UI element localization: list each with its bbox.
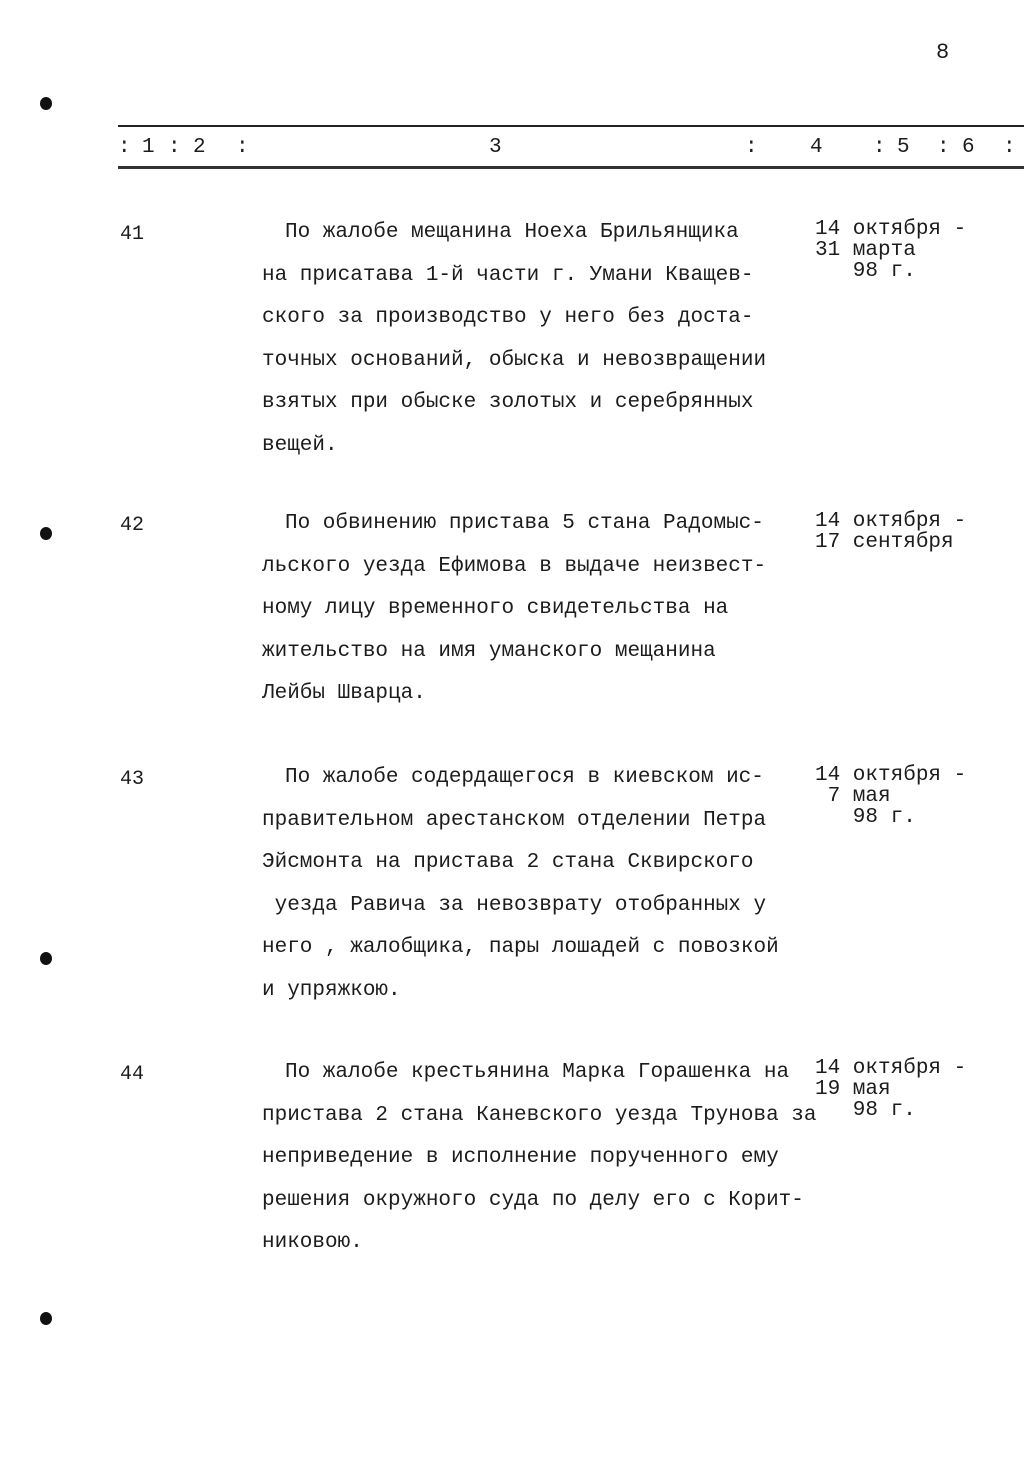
column-separator: : — [873, 136, 886, 159]
entry-text-line: По жалобе крестьянина Марка Горашенка на — [285, 1061, 790, 1084]
punch-hole — [40, 1312, 52, 1325]
column-header-3: 3 — [489, 136, 502, 159]
entry-text-line: на присатава 1-й части г. Умани Кващев- — [262, 263, 754, 287]
entry-number: 44 — [120, 1063, 145, 1086]
entry-text-line: и упряжкою. — [262, 978, 401, 1002]
entry-text-line: ского за производство у него без доста- — [262, 306, 754, 329]
column-header-1: 1 — [142, 136, 155, 159]
entry-text-line: По жалобе мещанина Ноеха Брильянщика — [285, 221, 739, 244]
entry-date-line: 19 мая — [815, 1078, 891, 1101]
entry-date-line: 98 г. — [815, 260, 916, 283]
entry-text-line: По жалобе содердащегося в киевском ис- — [285, 766, 764, 789]
entry-date-line: 14 октября - — [815, 764, 967, 787]
column-header-6: 6 — [962, 136, 975, 159]
column-separator: : — [168, 136, 181, 159]
table-header-bottom-rule — [118, 166, 1024, 169]
entry-text-line: По обвинению пристава 5 стана Радомыс- — [285, 512, 764, 535]
entry-text-line: Эйсмонта на пристава 2 стана Сквирского — [262, 851, 754, 874]
entry-number: 42 — [120, 514, 145, 537]
punch-hole — [40, 97, 52, 110]
entry-text-line: жительство на имя уманского мещанина — [262, 639, 716, 663]
entry-text-line: него , жалобщика, пары лошадей с повозкой — [262, 936, 779, 959]
entry-date-line: 14 октября - — [815, 1057, 967, 1080]
column-separator: : — [937, 136, 950, 159]
entry-date-line: 7 мая — [815, 785, 891, 808]
column-separator: : — [118, 136, 131, 159]
entry-date-line: 98 г. — [815, 806, 916, 829]
punch-hole — [40, 952, 52, 965]
entry-text-line: уезда Равича за невозврату отобранных у — [262, 893, 767, 917]
entry-text-line: точных оснований, обыска и невозвращении — [262, 348, 767, 372]
punch-hole — [40, 527, 52, 540]
entry-date-line: 17 сентября — [815, 531, 954, 554]
entry-date-line: 14 октября - — [815, 218, 967, 241]
entry-text-line: пристава 2 стана Каневского уезда Трунова за — [262, 1103, 817, 1127]
entry-text-line: правительном арестанском отделении Петра — [262, 808, 767, 832]
column-separator: : — [236, 136, 249, 159]
entry-date-line: 98 г. — [815, 1099, 916, 1122]
entry-date-line: 31 марта — [815, 239, 916, 262]
entry-text-line: вещей. — [262, 433, 338, 457]
column-separator: : — [1003, 136, 1016, 159]
entry-text-line: никовою. — [262, 1231, 363, 1254]
entry-text-line: неприведение в исполнение порученного ему — [262, 1146, 779, 1169]
entry-number: 41 — [120, 223, 145, 246]
entry-number: 43 — [120, 768, 145, 791]
entry-text-line: ному лицу временного свидетельства на — [262, 597, 729, 620]
entry-text-line: Лейбы Шварца. — [262, 682, 426, 705]
entry-text-line: льского уезда Ефимова в выдаче неизвест- — [262, 554, 767, 578]
table-header-top-rule — [118, 125, 1024, 127]
entry-text-line: решения окружного суда по делу его с Корит- — [262, 1188, 804, 1212]
column-header-5: 5 — [897, 136, 910, 159]
column-separator: : — [745, 136, 758, 159]
page-number: 8 — [936, 40, 950, 65]
entry-date-line: 14 октября - — [815, 510, 967, 533]
column-header-4: 4 — [810, 136, 823, 159]
column-header-2: 2 — [193, 136, 206, 159]
entry-text-line: взятых при обыске золотых и серебрянных — [262, 391, 754, 414]
